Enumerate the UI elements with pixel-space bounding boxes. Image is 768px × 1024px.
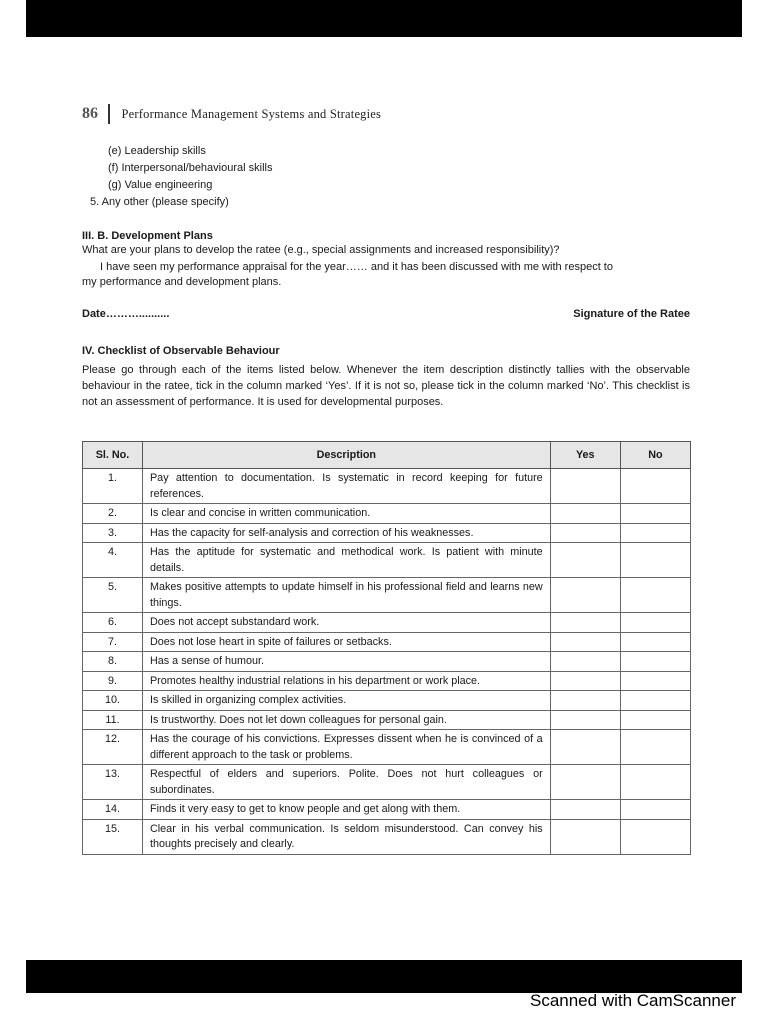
row-description: Finds it very easy to get to know people and get along with them. [142, 800, 550, 820]
scan-top-border [26, 0, 742, 37]
no-cell[interactable] [620, 652, 690, 672]
table-header-row [83, 442, 691, 469]
column-header-sl-no: Sl. No. [83, 442, 143, 469]
appraisal-statement-line2: my performance and development plans. [82, 276, 282, 288]
no-cell[interactable] [620, 819, 690, 854]
row-description: Has the capacity for self-analysis and correction of his weaknesses. [142, 523, 550, 543]
page-header [82, 104, 381, 124]
yes-cell[interactable] [550, 578, 620, 613]
row-number: 13. [83, 765, 143, 800]
table-row [83, 691, 691, 711]
no-cell[interactable] [620, 691, 690, 711]
table-row [83, 671, 691, 691]
yes-cell[interactable] [550, 819, 620, 854]
no-cell[interactable] [620, 578, 690, 613]
no-cell[interactable] [620, 730, 690, 765]
scan-bottom-border [26, 960, 742, 993]
table-row [83, 469, 691, 504]
list-item-f: (f) Interpersonal/behavioural skills [108, 162, 273, 174]
row-number: 2. [83, 504, 143, 524]
checklist-table [82, 441, 691, 855]
table-row [83, 632, 691, 652]
row-number: 10. [83, 691, 143, 711]
yes-cell[interactable] [550, 543, 620, 578]
table-row [83, 578, 691, 613]
checklist-instructions: Please go through each of the items listed below. Whenever the item description distinctly tallies with the observable behaviour in the ratee, tick in the column marked ‘Yes’. If it is not so, please tick in the column marked ‘No’. This checklist is not an assessment of performance. It is used for developmental purposes. [82, 364, 690, 408]
yes-cell[interactable] [550, 710, 620, 730]
row-number: 3. [83, 523, 143, 543]
yes-cell[interactable] [550, 730, 620, 765]
camscanner-watermark: Scanned with CamScanner [529, 991, 736, 1010]
table-row [83, 652, 691, 672]
row-number: 1. [83, 469, 143, 504]
row-number: 12. [83, 730, 143, 765]
row-number: 7. [83, 632, 143, 652]
running-title: Performance Management Systems and Strategies [121, 106, 382, 121]
no-cell[interactable] [620, 632, 690, 652]
yes-cell[interactable] [550, 504, 620, 524]
column-header-no: No [620, 442, 690, 469]
header-divider [108, 104, 110, 124]
row-description: Clear in his verbal communication. Is seldom misunderstood. Can convey his thoughts precisely and clearly. [142, 819, 550, 854]
list-item-g: (g) Value engineering [108, 179, 213, 191]
date-label: Date……….......... [82, 308, 170, 320]
row-number: 9. [83, 671, 143, 691]
no-cell[interactable] [620, 469, 690, 504]
row-number: 5. [83, 578, 143, 613]
row-description: Makes positive attempts to update himself in his professional field and learns new things. [142, 578, 550, 613]
row-number: 14. [83, 800, 143, 820]
row-number: 15. [83, 819, 143, 854]
list-item-e: (e) Leadership skills [108, 145, 206, 157]
row-description: Does not lose heart in spite of failures or setbacks. [142, 632, 550, 652]
no-cell[interactable] [620, 504, 690, 524]
table-row [83, 523, 691, 543]
section-heading-checklist: IV. Checklist of Observable Behaviour [82, 345, 280, 357]
table-row [83, 543, 691, 578]
no-cell[interactable] [620, 800, 690, 820]
row-description: Is clear and concise in written communication. [142, 504, 550, 524]
no-cell[interactable] [620, 710, 690, 730]
row-description: Has the courage of his convictions. Expresses dissent when he is convinced of a different approach to the task or problems. [142, 730, 550, 765]
row-number: 4. [83, 543, 143, 578]
table-row [83, 819, 691, 854]
section-heading-development-plans: III. B. Development Plans [82, 230, 213, 242]
no-cell[interactable] [620, 613, 690, 633]
row-description: Is skilled in organizing complex activities. [142, 691, 550, 711]
yes-cell[interactable] [550, 671, 620, 691]
page-number: 86 [82, 105, 98, 122]
row-description: Does not accept substandard work. [142, 613, 550, 633]
table-row [83, 730, 691, 765]
no-cell[interactable] [620, 523, 690, 543]
row-description: Pay attention to documentation. Is systematic in record keeping for future references. [142, 469, 550, 504]
table-row [83, 800, 691, 820]
table-row [83, 765, 691, 800]
table-body [83, 469, 691, 855]
row-description: Has a sense of humour. [142, 652, 550, 672]
row-description: Promotes healthy industrial relations in his department or work place. [142, 671, 550, 691]
signature-label: Signature of the Ratee [573, 308, 690, 320]
development-question: What are your plans to develop the ratee (e.g., special assignments and increased responsibility)? [82, 244, 560, 256]
appraisal-statement-line1: I have seen my performance appraisal for the year…… and it has been discussed with me with respect to [100, 261, 613, 273]
yes-cell[interactable] [550, 765, 620, 800]
table-row [83, 613, 691, 633]
column-header-yes: Yes [550, 442, 620, 469]
table-row [83, 504, 691, 524]
yes-cell[interactable] [550, 523, 620, 543]
table-row [83, 710, 691, 730]
row-description: Is trustworthy. Does not let down colleagues for personal gain. [142, 710, 550, 730]
no-cell[interactable] [620, 543, 690, 578]
row-description: Has the aptitude for systematic and methodical work. Is patient with minute details. [142, 543, 550, 578]
no-cell[interactable] [620, 671, 690, 691]
row-number: 6. [83, 613, 143, 633]
yes-cell[interactable] [550, 800, 620, 820]
yes-cell[interactable] [550, 469, 620, 504]
row-number: 11. [83, 710, 143, 730]
row-number: 8. [83, 652, 143, 672]
list-item-5: 5. Any other (please specify) [90, 196, 229, 208]
yes-cell[interactable] [550, 652, 620, 672]
yes-cell[interactable] [550, 691, 620, 711]
no-cell[interactable] [620, 765, 690, 800]
row-description: Respectful of elders and superiors. Polite. Does not hurt colleagues or subordinates. [142, 765, 550, 800]
column-header-description: Description [142, 442, 550, 469]
yes-cell[interactable] [550, 632, 620, 652]
yes-cell[interactable] [550, 613, 620, 633]
